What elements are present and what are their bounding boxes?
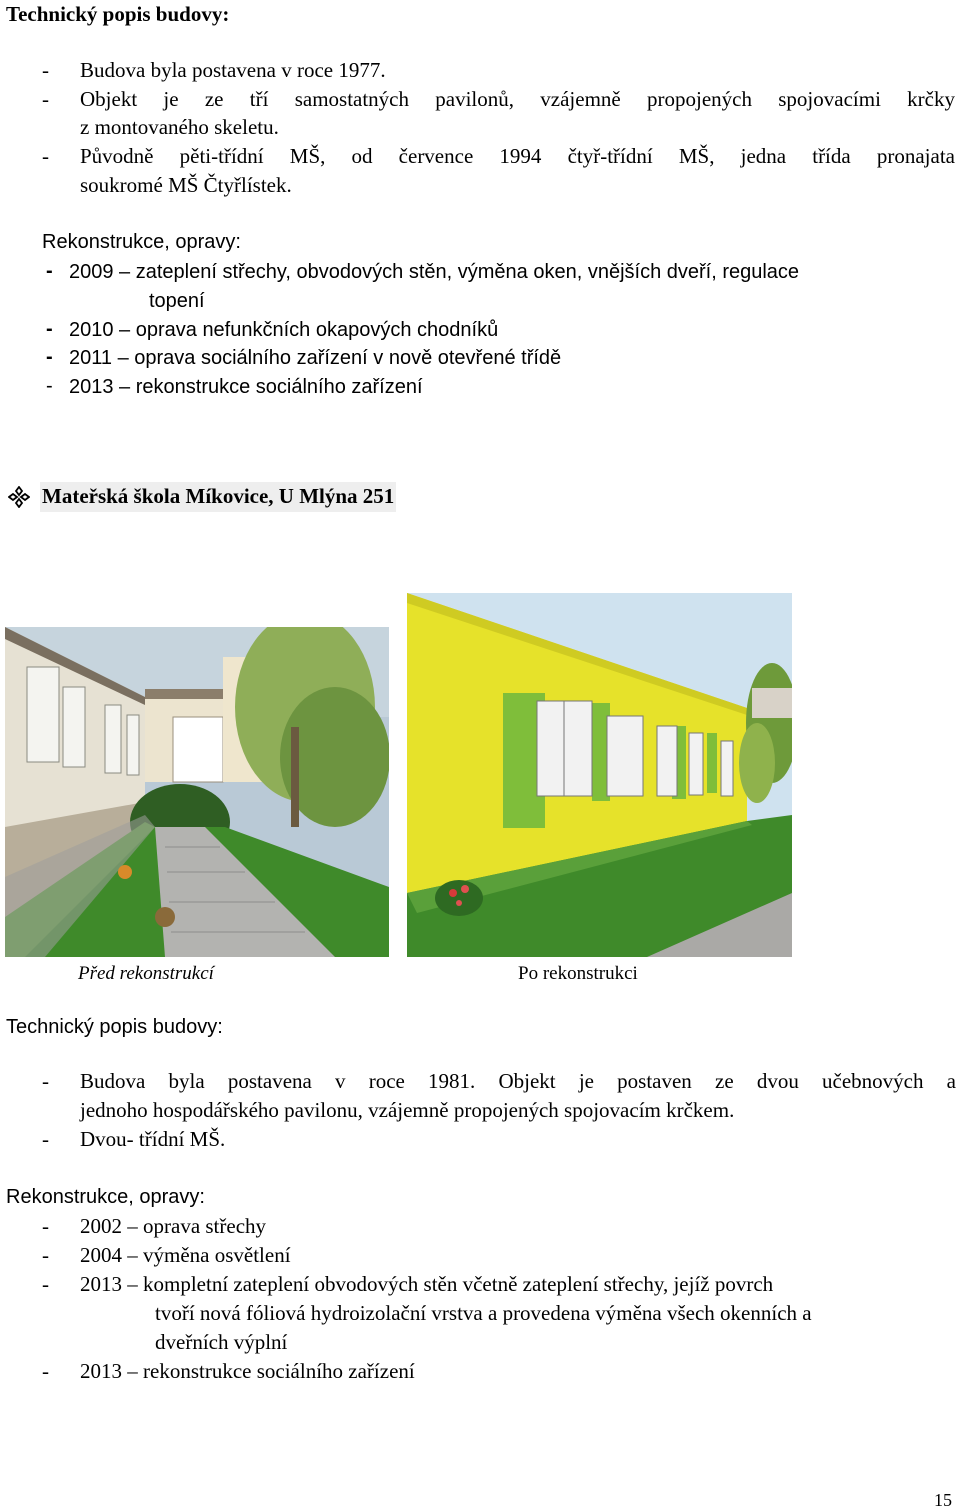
photo-before-reconstruction xyxy=(5,627,389,957)
list-dash: - xyxy=(42,1127,49,1151)
list-dash: - xyxy=(42,87,49,111)
list-dash: - xyxy=(46,346,53,368)
photo-after-reconstruction xyxy=(407,593,792,957)
diamond-bullet-icon xyxy=(8,486,30,508)
reconstruction-item: 2009 – zateplení střechy, obvodových stěn, výměna oken, vnějších dveří, regulace xyxy=(69,261,800,283)
list-item: Původně pěti-třídní MŠ, od července 1994 čtyř-třídní MŠ, jedna třída pronajata xyxy=(80,144,955,168)
reconstruction-item-continuation: topení xyxy=(149,290,205,312)
list-dash: - xyxy=(42,58,49,82)
reconstruction-item: 2013 – rekonstrukce sociálního zařízení xyxy=(80,1359,415,1383)
list-dash: - xyxy=(46,318,53,340)
list-dash: - xyxy=(42,1359,49,1383)
section2-reconstruction-heading: Rekonstrukce, opravy: xyxy=(6,1186,205,1208)
list-item: Objekt je ze tří samostatných pavilonů, vzájemně propojených spojovacími krčky xyxy=(80,87,955,111)
list-item-continuation: z montovaného skeletu. xyxy=(80,115,279,139)
list-dash: - xyxy=(42,1243,49,1267)
section2-heading: Technický popis budovy: xyxy=(6,1016,223,1038)
reconstruction-item: 2002 – oprava střechy xyxy=(80,1214,267,1238)
school-title: Mateřská škola Míkovice, U Mlýna 251 xyxy=(40,482,396,512)
reconstruction-item: 2004 – výměna osvětlení xyxy=(80,1243,291,1267)
reconstruction-item-continuation: tvoří nová fóliová hydroizolační vrstva a provedena výměna všech okenních a xyxy=(155,1301,812,1325)
reconstruction-item: 2010 – oprava nefunkčních okapových chodníků xyxy=(69,319,499,341)
list-item: Dvou- třídní MŠ. xyxy=(80,1127,226,1151)
list-dash: - xyxy=(42,1272,49,1296)
list-dash: - xyxy=(46,260,53,282)
reconstruction-item: 2013 – kompletní zateplení obvodových stěn včetně zateplení střechy, jejíž povrch xyxy=(80,1272,774,1296)
list-item-continuation: soukromé MŠ Čtyřlístek. xyxy=(80,173,292,197)
photo-before-caption: Před rekonstrukcí xyxy=(78,963,214,984)
list-dash: - xyxy=(42,1214,49,1238)
page-number: 15 xyxy=(934,1490,952,1510)
reconstruction-item: 2013 – rekonstrukce sociálního zařízení xyxy=(69,376,423,398)
section1-heading: Technický popis budovy: xyxy=(6,2,230,26)
list-item: Budova byla postavena v roce 1981. Objekt je postaven ze dvou učebnových a xyxy=(80,1069,956,1093)
list-dash: - xyxy=(42,1069,49,1093)
list-dash: - xyxy=(46,375,53,397)
section1-reconstruction-heading: Rekonstrukce, opravy: xyxy=(42,231,241,253)
list-dash: - xyxy=(42,144,49,168)
list-item: Budova byla postavena v roce 1977. xyxy=(80,58,386,82)
reconstruction-item-continuation: dveřních výplní xyxy=(155,1330,288,1354)
reconstruction-item: 2011 – oprava sociálního zařízení v nově otevřené třídě xyxy=(69,347,562,369)
list-item-continuation: jednoho hospodářského pavilonu, vzájemně propojených spojovacím krčkem. xyxy=(80,1098,735,1122)
photo-after-caption: Po rekonstrukci xyxy=(518,963,638,984)
